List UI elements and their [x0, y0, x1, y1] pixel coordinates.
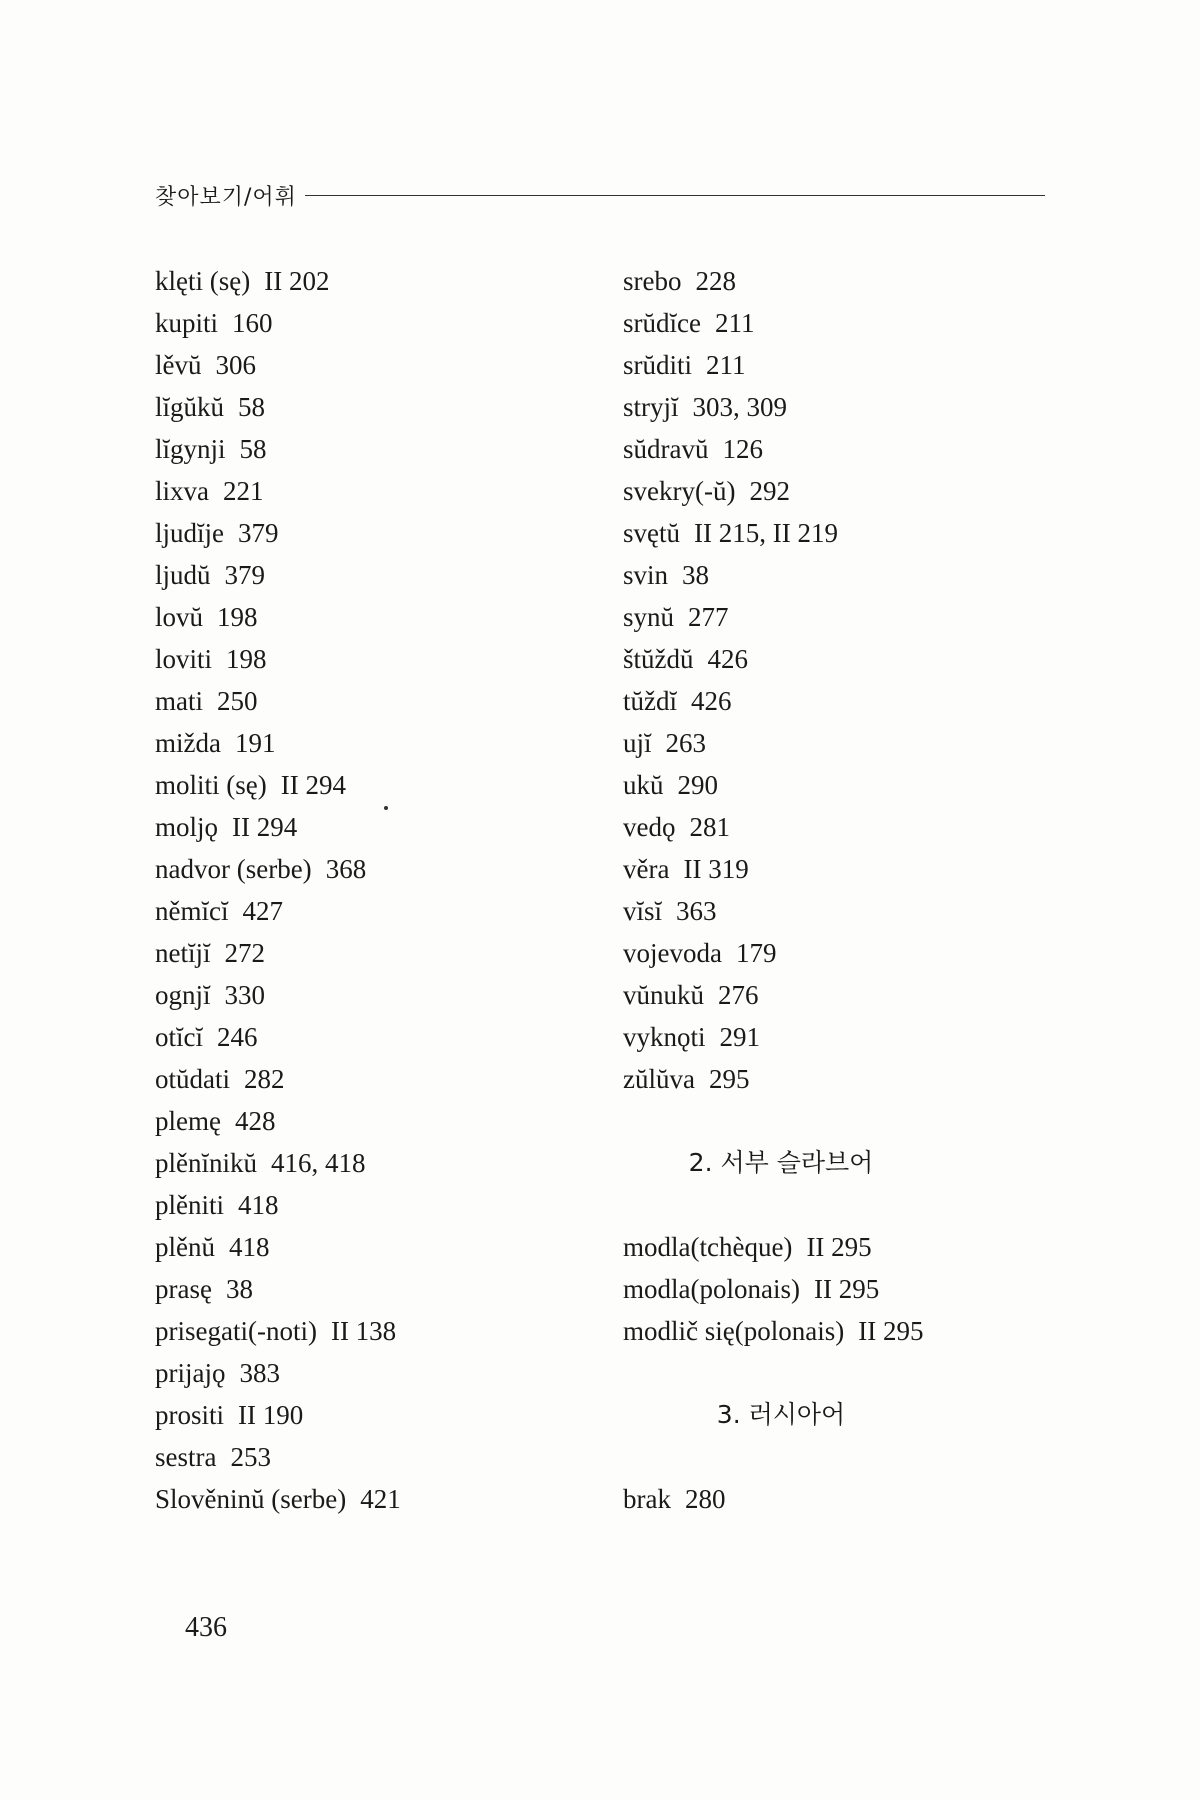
entry-term: brak — [623, 1484, 671, 1514]
entry-page-ref: 58 — [239, 434, 267, 464]
entry-page-ref: 291 — [719, 1022, 761, 1052]
entry-term: vyknǫti — [623, 1022, 706, 1052]
index-entry — [155, 1226, 401, 1268]
speck — [384, 806, 388, 810]
index-entry — [623, 638, 939, 680]
index-entry — [623, 470, 939, 512]
index-entry — [623, 512, 939, 554]
index-entry — [155, 722, 401, 764]
entry-term: plěnĭnikŭ — [155, 1148, 257, 1178]
entry-page-ref: II 294 — [232, 812, 298, 842]
entry-page-ref: 418 — [229, 1232, 270, 1262]
entry-page-ref: 58 — [238, 392, 266, 422]
header-rule — [305, 195, 1045, 196]
entry-page-ref: 306 — [215, 350, 256, 380]
entry-page-ref: 198 — [217, 602, 258, 632]
index-entry — [155, 386, 401, 428]
index-entry — [623, 344, 939, 386]
entry-page-ref: 330 — [224, 980, 266, 1010]
entry-term: klęti (sę) — [155, 266, 251, 296]
index-entry — [155, 1310, 401, 1352]
entry-term: zŭlŭva — [623, 1064, 695, 1094]
entry-page-ref: 272 — [224, 938, 265, 968]
entry-term: prasę — [155, 1274, 212, 1304]
entry-term: netĭjĭ — [155, 938, 211, 968]
index-entry — [155, 1058, 401, 1100]
entry-term: lĭgynji — [155, 434, 226, 464]
entry-term: plěniti — [155, 1190, 224, 1220]
entry-page-ref: 280 — [684, 1484, 726, 1514]
index-entry — [155, 1268, 401, 1310]
index-entry — [155, 890, 401, 932]
entry-term: lixva — [155, 476, 209, 506]
index-entry — [623, 428, 939, 470]
section-heading-west-slavic: 2. 서부 슬라브어 — [688, 1148, 874, 1177]
index-entry — [155, 554, 401, 596]
index-entry — [155, 302, 401, 344]
entry-term: moliti (sę) — [155, 770, 267, 800]
header-title: 찾아보기/어휘 — [155, 185, 297, 210]
entry-term: otĭcĭ — [155, 1022, 203, 1052]
entry-term: němĭcĭ — [155, 896, 229, 926]
index-entry — [623, 1226, 939, 1268]
entry-term: srŭditi — [623, 350, 693, 380]
index-entry — [623, 1478, 939, 1520]
spacer — [623, 1436, 939, 1478]
entry-page-ref: 160 — [232, 308, 273, 338]
entry-page-ref: 126 — [722, 434, 763, 464]
entry-term: moljǫ — [155, 812, 219, 842]
index-entry — [623, 554, 939, 596]
entry-term: otŭdati — [155, 1064, 230, 1094]
entry-term: prijajǫ — [155, 1358, 226, 1388]
entry-term: věra — [623, 854, 670, 884]
entry-term: lovŭ — [155, 602, 204, 632]
index-entry — [623, 932, 939, 974]
entry-term: sestra — [155, 1442, 217, 1472]
index-entry — [155, 1142, 401, 1184]
spacer — [623, 1100, 939, 1142]
index-entry — [623, 1268, 939, 1310]
index-entry — [155, 1352, 401, 1394]
entry-page-ref: 295 — [708, 1064, 750, 1094]
index-entry — [155, 1016, 401, 1058]
index-entry — [155, 596, 401, 638]
entry-term: mati — [155, 686, 203, 716]
entry-term: svekry(-ŭ) — [623, 476, 736, 506]
index-entry — [623, 1016, 939, 1058]
entry-page-ref: 198 — [226, 644, 267, 674]
entry-page-ref: 379 — [224, 560, 266, 590]
entry-term: svin — [623, 560, 669, 590]
index-entry — [155, 1184, 401, 1226]
entry-term: ognjĭ — [155, 980, 211, 1010]
index-entry — [155, 470, 401, 512]
entry-page-ref: 228 — [695, 266, 736, 296]
entry-page-ref: II 138 — [330, 1316, 397, 1346]
entry-page-ref: 38 — [682, 560, 710, 590]
entry-page-ref: 368 — [325, 854, 367, 884]
entry-page-ref: 421 — [360, 1484, 401, 1514]
page-number: 436 — [185, 1612, 227, 1643]
entry-page-ref: 427 — [242, 896, 283, 926]
entry-page-ref: 250 — [217, 686, 258, 716]
entry-page-ref: 211 — [714, 308, 755, 338]
entry-term: Slověninŭ (serbe) — [155, 1484, 347, 1514]
entry-page-ref: II 295 — [813, 1274, 880, 1304]
entry-page-ref: 253 — [230, 1442, 271, 1472]
entry-term: mižda — [155, 728, 221, 758]
spacer — [623, 1352, 939, 1394]
entry-page-ref: 426 — [691, 686, 732, 716]
entry-page-ref: II 295 — [858, 1316, 924, 1346]
entry-term: srŭdĭce — [623, 308, 701, 338]
index-entry — [623, 1310, 939, 1352]
index-entry — [155, 1436, 401, 1478]
spacer — [623, 1184, 939, 1226]
entry-page-ref: 428 — [234, 1106, 276, 1136]
entry-term: lěvŭ — [155, 350, 202, 380]
entry-page-ref: 38 — [225, 1274, 253, 1304]
index-entry — [623, 722, 939, 764]
index-entry — [623, 260, 939, 302]
entry-term: prisegati(-noti) — [155, 1316, 317, 1346]
index-entry — [623, 764, 939, 806]
entry-page-ref: II 294 — [280, 770, 346, 800]
entry-term: modlič się(polonais) — [623, 1316, 845, 1346]
entry-page-ref: II 215, II 219 — [694, 518, 838, 548]
entry-page-ref: 416, 418 — [271, 1148, 366, 1178]
entry-page-ref: 426 — [707, 644, 748, 674]
entry-term: štŭždŭ — [623, 644, 694, 674]
index-entry — [155, 974, 401, 1016]
entry-page-ref: 246 — [217, 1022, 258, 1052]
index-entry — [155, 848, 401, 890]
entry-page-ref: 418 — [238, 1190, 279, 1220]
entry-term: sŭdravŭ — [623, 434, 709, 464]
entry-term: svętŭ — [623, 518, 680, 548]
section-heading-russian: 3. 러시아어 — [716, 1400, 846, 1429]
entry-page-ref: 221 — [223, 476, 264, 506]
index-entry — [155, 932, 401, 974]
entry-page-ref: II 190 — [238, 1400, 304, 1430]
entry-page-ref: 179 — [735, 938, 777, 968]
index-entry — [623, 680, 939, 722]
entry-term: vojevoda — [623, 938, 722, 968]
index-entry — [155, 1394, 401, 1436]
index-entry — [155, 428, 401, 470]
entry-term: kupiti — [155, 308, 219, 338]
index-entry — [623, 386, 939, 428]
right-column — [623, 260, 939, 1520]
entry-term: srebo — [623, 266, 682, 296]
entry-page-ref: II 319 — [683, 854, 749, 884]
entry-term: modla(polonais) — [623, 1274, 800, 1304]
index-entry — [155, 1478, 401, 1520]
entry-term: prositi — [155, 1400, 225, 1430]
left-column — [155, 260, 401, 1520]
index-entry — [155, 260, 401, 302]
entry-term: ukŭ — [623, 770, 664, 800]
index-entry — [623, 890, 939, 932]
index-entry — [623, 302, 939, 344]
index-entry — [623, 596, 939, 638]
index-entry — [623, 806, 939, 848]
index-entry — [623, 974, 939, 1016]
entry-term: vŭnukŭ — [623, 980, 704, 1010]
entry-term: plěnŭ — [155, 1232, 215, 1262]
index-entry — [155, 512, 401, 554]
entry-term: lĭgŭkŭ — [155, 392, 225, 422]
entry-term: ljudĭje — [155, 518, 224, 548]
index-entry — [623, 1058, 939, 1100]
entry-page-ref: 277 — [688, 602, 729, 632]
index-entry — [155, 344, 401, 386]
entry-page-ref: 191 — [234, 728, 276, 758]
entry-page-ref: 211 — [706, 350, 746, 380]
entry-term: ujĭ — [623, 728, 652, 758]
entry-page-ref: 292 — [749, 476, 790, 506]
entry-page-ref: 263 — [665, 728, 707, 758]
index-entry — [155, 1100, 401, 1142]
entry-page-ref: 282 — [244, 1064, 285, 1094]
entry-term: modla(tchèque) — [623, 1232, 793, 1262]
entry-page-ref: 363 — [676, 896, 717, 926]
entry-page-ref: 383 — [239, 1358, 280, 1388]
entry-page-ref: 281 — [689, 812, 730, 842]
entry-term: tŭždĭ — [623, 686, 677, 716]
entry-term: vedǫ — [623, 812, 676, 842]
entry-page-ref: 290 — [677, 770, 718, 800]
index-entry — [155, 806, 401, 848]
index-entry — [155, 638, 401, 680]
running-header — [155, 180, 1045, 211]
entry-page-ref: 303, 309 — [692, 392, 788, 422]
entry-term: loviti — [155, 644, 213, 674]
entry-term: nadvor (serbe) — [155, 854, 312, 884]
entry-term: plemę — [155, 1106, 221, 1136]
entry-term: vĭsĭ — [623, 896, 663, 926]
index-entry — [623, 848, 939, 890]
entry-page-ref: II 295 — [806, 1232, 872, 1262]
index-entry — [155, 764, 401, 806]
entry-term: ljudŭ — [155, 560, 211, 590]
entry-page-ref: II 202 — [264, 266, 330, 296]
entry-term: stryjĭ — [623, 392, 679, 422]
entry-term: synŭ — [623, 602, 675, 632]
entry-page-ref: 276 — [718, 980, 759, 1010]
entry-page-ref: 379 — [238, 518, 279, 548]
index-entry — [155, 680, 401, 722]
